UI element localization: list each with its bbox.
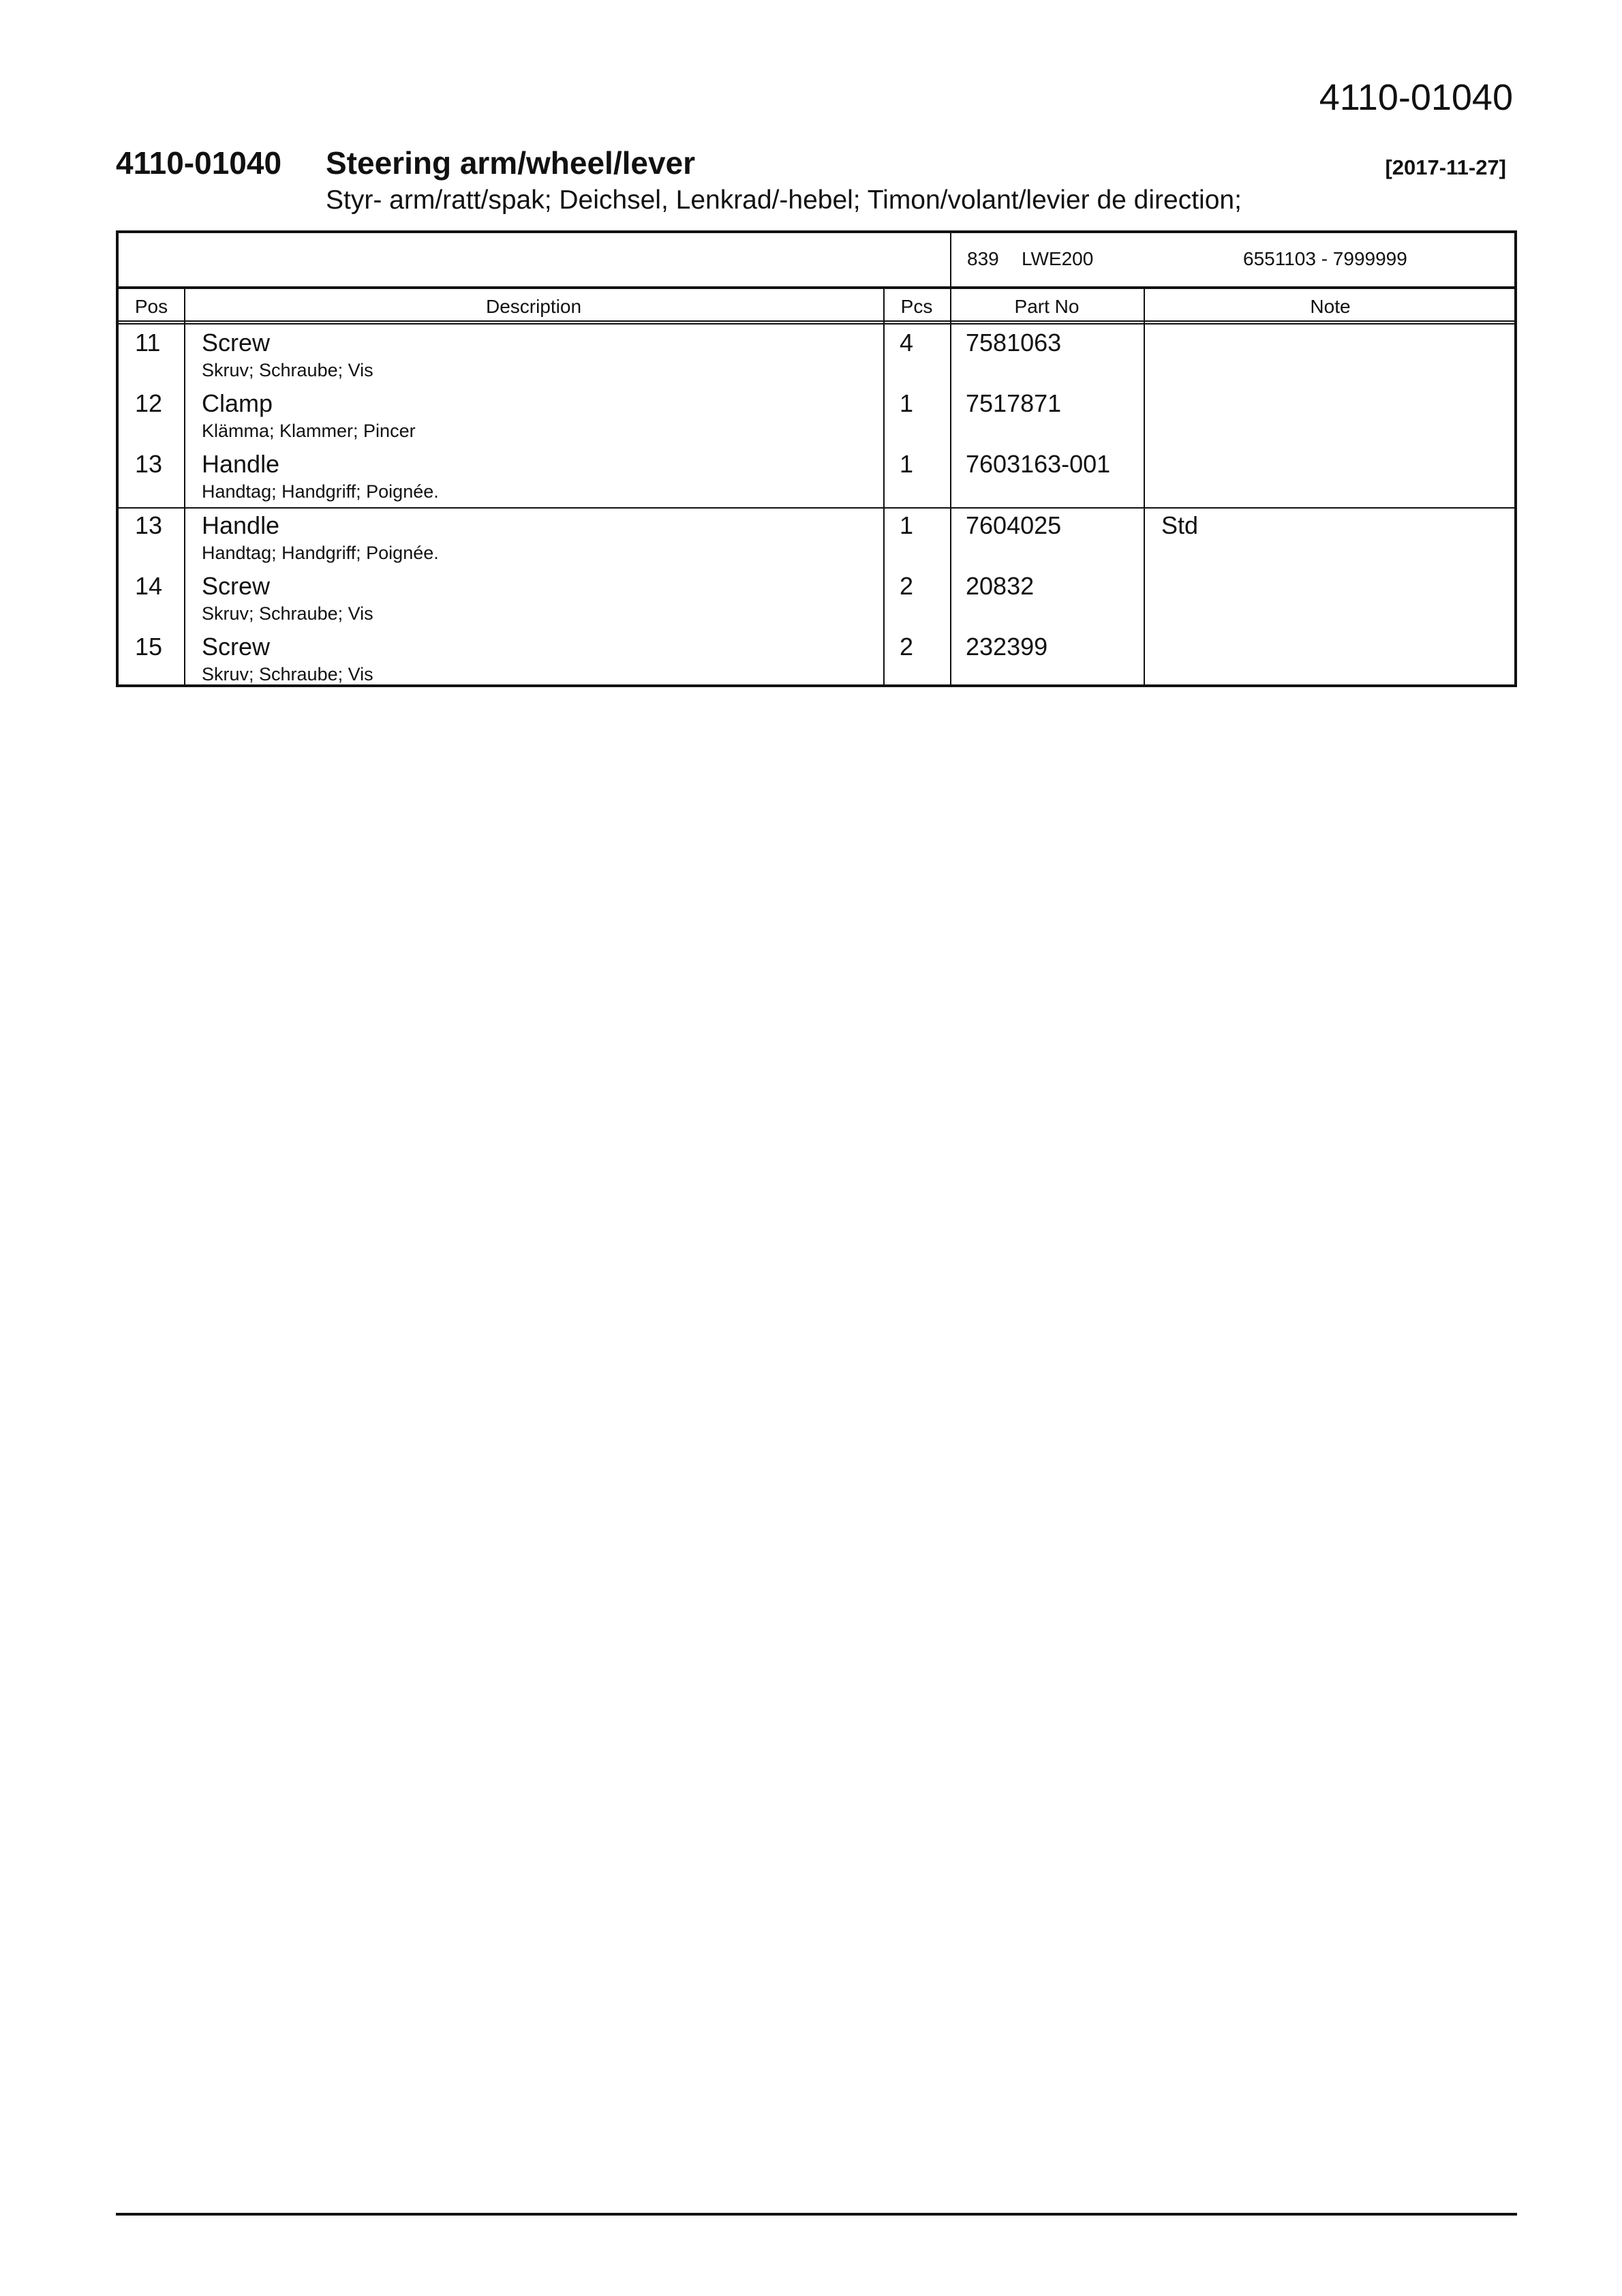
header-rule bbox=[119, 320, 1514, 324]
model-bar-divider bbox=[950, 233, 951, 286]
row-translation: Handtag; Handgriff; Poignée. bbox=[202, 543, 439, 563]
header-pos: Pos bbox=[134, 296, 168, 317]
parts-table bbox=[116, 230, 1517, 687]
row-translation: Skruv; Schraube; Vis bbox=[202, 603, 373, 624]
table-row bbox=[119, 509, 1514, 569]
header-part-no: Part No bbox=[1014, 296, 1080, 317]
section-code: 4110-01040 bbox=[116, 145, 282, 181]
row-pcs: 1 bbox=[900, 389, 914, 417]
row-description: Handle bbox=[202, 511, 280, 539]
row-pcs: 2 bbox=[900, 633, 914, 661]
row-description: Screw bbox=[202, 633, 271, 661]
table-row bbox=[119, 387, 1514, 447]
table-row bbox=[119, 447, 1514, 508]
row-part-no: 7517871 bbox=[966, 389, 1062, 417]
row-pos: 11 bbox=[135, 329, 161, 357]
row-part-no: 232399 bbox=[966, 633, 1048, 661]
row-translation: Skruv; Schraube; Vis bbox=[202, 360, 373, 380]
table-row bbox=[119, 326, 1514, 387]
row-pos: 14 bbox=[135, 572, 163, 600]
row-part-no: 20832 bbox=[966, 572, 1035, 600]
row-pcs: 1 bbox=[900, 511, 914, 539]
model-name: LWE200 bbox=[1022, 248, 1094, 269]
section-date: [2017-11-27] bbox=[1385, 155, 1506, 179]
row-translation: Handtag; Handgriff; Poignée. bbox=[202, 481, 439, 502]
row-pos: 13 bbox=[135, 511, 163, 539]
header-note: Note bbox=[1310, 296, 1351, 317]
serial-range: 6551103 - 7999999 bbox=[1243, 248, 1407, 269]
model-bar bbox=[119, 233, 1514, 289]
section-title: Steering arm/wheel/lever bbox=[326, 145, 696, 181]
row-description: Screw bbox=[202, 572, 271, 600]
model-code: 839 bbox=[967, 248, 999, 269]
row-part-no: 7581063 bbox=[966, 329, 1062, 357]
table-row bbox=[119, 630, 1514, 691]
row-translation: Klämma; Klammer; Pincer bbox=[202, 421, 416, 441]
row-pos: 12 bbox=[135, 389, 163, 417]
table-header bbox=[119, 286, 1514, 324]
row-pcs: 4 bbox=[900, 329, 914, 357]
row-translation: Skruv; Schraube; Vis bbox=[202, 664, 373, 684]
row-pcs: 2 bbox=[900, 572, 914, 600]
row-part-no: 7603163-001 bbox=[966, 450, 1111, 478]
document-number: 4110-01040 bbox=[1319, 77, 1513, 118]
row-note: Std bbox=[1161, 511, 1199, 539]
section-subtitle: Styr- arm/ratt/spak; Deichsel, Lenkrad/-hebel; Timon/volant/levier de direction; bbox=[326, 185, 1242, 215]
row-part-no: 7604025 bbox=[966, 511, 1062, 539]
row-pcs: 1 bbox=[900, 450, 914, 478]
header-pcs: Pcs bbox=[900, 296, 933, 317]
row-description: Handle bbox=[202, 450, 280, 478]
row-description: Clamp bbox=[202, 389, 273, 417]
header-description: Description bbox=[485, 296, 582, 317]
row-pos: 13 bbox=[135, 450, 163, 478]
footer-rule bbox=[116, 2213, 1517, 2216]
table-row bbox=[119, 569, 1514, 630]
row-description: Screw bbox=[202, 329, 271, 357]
row-pos: 15 bbox=[135, 633, 163, 661]
